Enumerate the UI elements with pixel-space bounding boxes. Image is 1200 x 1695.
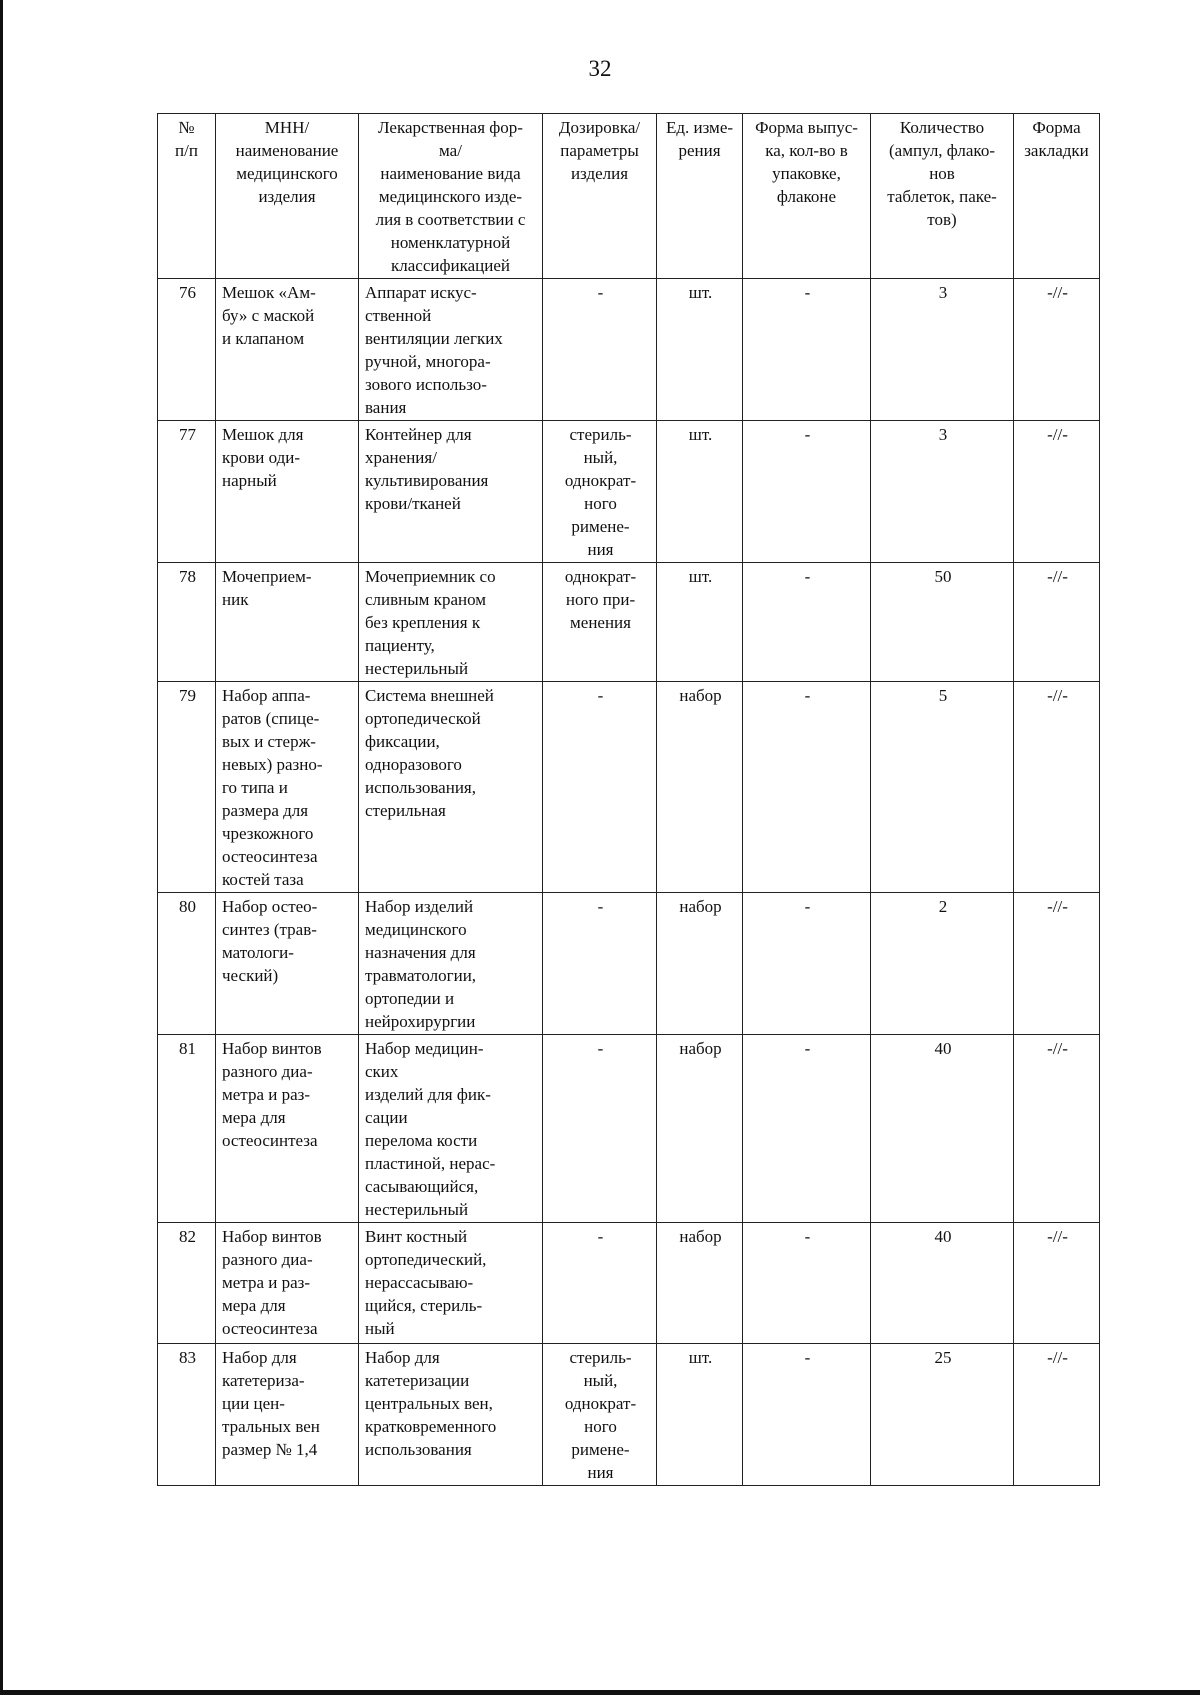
row-number: 81 [158,1035,216,1223]
row-number: 77 [158,421,216,563]
item-bookmark-form: -//- [1014,1223,1100,1344]
table-row [158,1344,1100,1486]
item-name: Мочеприем- ник [216,563,359,682]
row-number: 79 [158,682,216,893]
item-release-form: - [743,1223,871,1344]
header-num: № п/п [158,114,216,279]
header-name: МНН/ наименование медицинского изделия [216,114,359,279]
item-bookmark-form: -//- [1014,563,1100,682]
item-name: Набор аппа- ратов (спице- вых и стерж- невых) разно- го типа и размера для чрезкожного остеосинтеза костей таза [216,682,359,893]
table-row [158,1223,1100,1344]
item-quantity: 50 [871,563,1014,682]
item-form: Набор изделий медицинского назначения для травматологии, ортопедии и нейрохирургии [359,893,543,1035]
item-release-form: - [743,682,871,893]
table-row [158,1035,1100,1223]
item-quantity: 3 [871,279,1014,421]
item-bookmark-form: -//- [1014,1344,1100,1486]
item-release-form: - [743,563,871,682]
item-form: Набор для катетеризации центральных вен, кратковременного использования [359,1344,543,1486]
item-unit: набор [657,1035,743,1223]
item-dosage: однократ- ного при- менения [543,563,657,682]
item-unit: шт. [657,279,743,421]
table-row [158,893,1100,1035]
item-dosage: - [543,682,657,893]
item-unit: набор [657,893,743,1035]
item-bookmark-form: -//- [1014,1035,1100,1223]
item-unit: шт. [657,1344,743,1486]
scan-edge-left [0,0,3,1695]
item-form: Контейнер для хранения/ культивирования крови/тканей [359,421,543,563]
item-name: Набор винтов разного диа- метра и раз- мера для остеосинтеза [216,1035,359,1223]
scan-edge-bottom [0,1690,1200,1695]
item-form: Винт костный ортопедический, нерассасываю- щийся, стериль- ный [359,1223,543,1344]
item-name: Набор для катетериза- ции цен- тральных вен размер № 1,4 [216,1344,359,1486]
item-form: Набор медицин- ских изделий для фик- сации перелома кости пластиной, нерас- сасывающийся, нестерильный [359,1035,543,1223]
item-quantity: 2 [871,893,1014,1035]
item-bookmark-form: -//- [1014,279,1100,421]
item-dosage: - [543,279,657,421]
item-dosage: - [543,1223,657,1344]
item-quantity: 40 [871,1035,1014,1223]
item-bookmark-form: -//- [1014,893,1100,1035]
item-name: Набор винтов разного диа- метра и раз- мера для остеосинтеза [216,1223,359,1344]
item-release-form: - [743,1035,871,1223]
header-row [158,114,1100,279]
header-quantity: Количество (ампул, флако- нов таблеток, паке- тов) [871,114,1014,279]
table-row [158,682,1100,893]
row-number: 82 [158,1223,216,1344]
item-release-form: - [743,1344,871,1486]
item-quantity: 5 [871,682,1014,893]
item-name: Мешок «Ам- бу» с маской и клапаном [216,279,359,421]
item-release-form: - [743,421,871,563]
header-dosage: Дозировка/ параметры изделия [543,114,657,279]
table-row [158,421,1100,563]
item-quantity: 40 [871,1223,1014,1344]
item-bookmark-form: -//- [1014,421,1100,563]
row-number: 83 [158,1344,216,1486]
item-form: Аппарат искус- ственной вентиляции легких ручной, многора- зового использо- вания [359,279,543,421]
header-release-form: Форма выпус- ка, кол-во в упаковке, флаконе [743,114,871,279]
item-release-form: - [743,893,871,1035]
item-unit: набор [657,1223,743,1344]
header-bookmark-form: Форма закладки [1014,114,1100,279]
item-name: Мешок для крови оди- нарный [216,421,359,563]
item-form: Система внешней ортопедической фиксации, одноразового использования, стерильная [359,682,543,893]
item-form: Мочеприемник со сливным краном без крепления к пациенту, нестерильный [359,563,543,682]
item-unit: набор [657,682,743,893]
table-row [158,563,1100,682]
item-name: Набор остео- синтез (трав- матологи- ческий) [216,893,359,1035]
table-row [158,279,1100,421]
item-dosage: - [543,1035,657,1223]
header-form: Лекарственная фор- ма/ наименование вида медицинского изде- лия в соответствии с номенклатурной классификацией [359,114,543,279]
item-release-form: - [743,279,871,421]
item-unit: шт. [657,563,743,682]
row-number: 78 [158,563,216,682]
page-number: 32 [588,56,612,81]
item-dosage: - [543,893,657,1035]
item-unit: шт. [657,421,743,563]
item-quantity: 25 [871,1344,1014,1486]
row-number: 80 [158,893,216,1035]
item-dosage: стериль- ный, однократ- ного римене- ния [543,1344,657,1486]
item-bookmark-form: -//- [1014,682,1100,893]
header-unit: Ед. изме- рения [657,114,743,279]
item-quantity: 3 [871,421,1014,563]
item-dosage: стериль- ный, однократ- ного римене- ния [543,421,657,563]
row-number: 76 [158,279,216,421]
medical-items-table [157,113,1100,1486]
